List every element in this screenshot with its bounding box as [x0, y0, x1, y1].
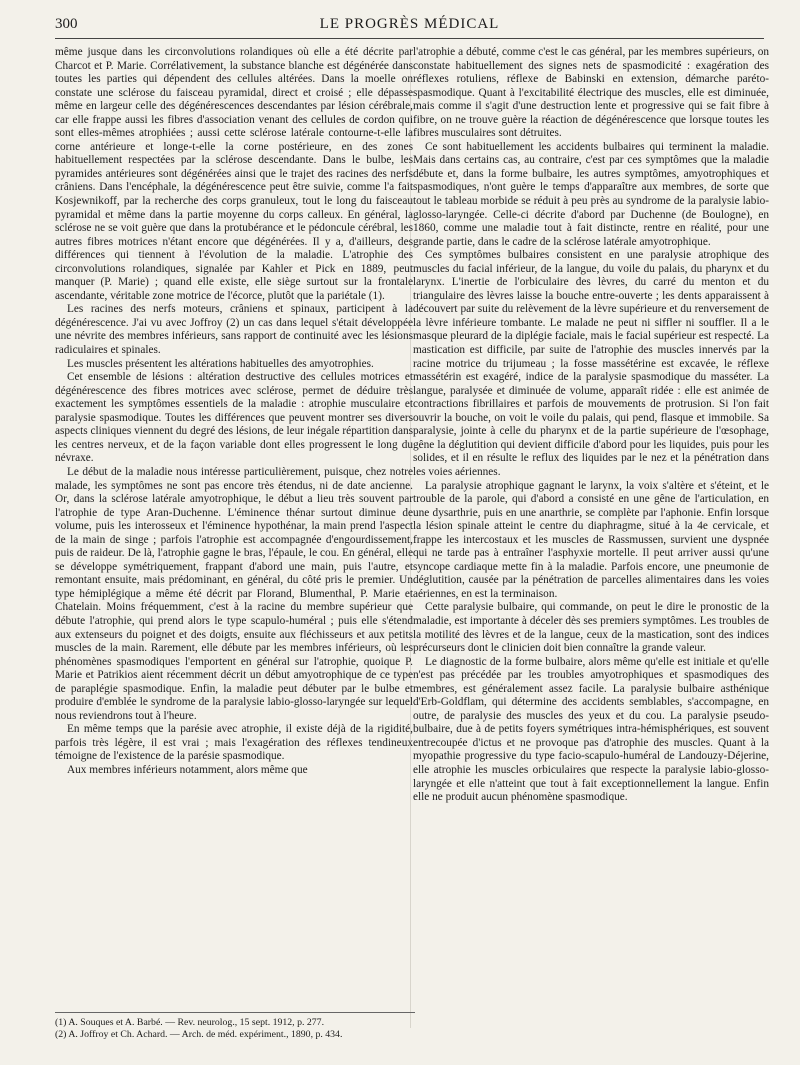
paragraph: Le début de la maladie nous intéresse particulièrement, puisque, chez notre malade, les symptômes ne sont pas encore très étendus, ni de date ancienne. Or, dans la sclérose latérale amyotrophique, le début a lieu très souvent par l'atrophie de type Aran-Duchenne. L'éminence thénar surtout diminue de volume, puis les interosseux et l'éminence hypothénar, la main prend l'aspect de la main de singe ; parfois l'atrophie est accompagnée d'engourdissement, puis de raideur. De là, l'atrophie gagne le bras, l'épaule, le cou. En général, elle se développe symétriquement, frappant d'abord une main, puis l'autre, et remontant ensuite, mais prédominant, en général, du côté pris le premier. Un type hémiplégique a même été décrit par Florand, Blumenthal, P. Marie et Chatelain. Moins fréquemment, c'est à la racine du membre supérieur que débute l'atrophie, qui prend alors le type scapulo-huméral ; puis elle s'étend aux extenseurs du poignet et des doigts, ensuite aux fléchisseurs et aux petits muscles de la main. Rarement, elle débute par les membres inférieurs, où les phénomènes spasmodiques l'emportent en général sur l'atrophie, quoique P. Marie et Patrikios aient récemment décrit un début amyotrophique de ce type de paraplégie spasmodique. Enfin, la maladie peut débuter par le bulbe et produire d'emblée le syndrome de la paralysie labio-glosso-laryngée sur lequel nous reviendrons tout à l'heure. [55, 465, 413, 722]
paragraph: La paralysie atrophique gagnant le larynx, la voix s'altère et s'éteint, et le trouble de la parole, qui d'abord a consisté en une gêne de l'articulation, en une dysarthrie, puis en une anarthrie, se complète par l'aphonie. Enfin lorsque la lésion spinale atteint le centre du diaphragme, situé à la 4e cervicale, et frappe les intercostaux et les muscles de Rassmussen, survient une dyspnée qui ne tarde pas à entraîner l'asphyxie mortelle. Il peut arriver aussi qu'une syncope cardiaque mette fin à la maladie. Parfois encore, une pneumonie de déglutition, causée par la pénétration de parcelles alimentaires dans les voies aériennes, en est la terminaison. [413, 479, 769, 600]
page-number: 300 [55, 16, 78, 32]
page-header [55, 14, 764, 39]
paragraph: Aux membres inférieurs notamment, alors même que [67, 763, 308, 776]
paragraph: En même temps que la parésie avec atrophie, il existe déjà de la rigidité, parfois très légère, il est vrai ; mais l'exagération des réflexes tendineux témoigne de l'existence de la parésie spasmodique. [55, 723, 413, 763]
footnote: (2) A. Joffroy et Ch. Achard. — Arch. de méd. expériment., 1890, p. 434. [55, 1029, 343, 1040]
paragraph: Les racines des nerfs moteurs, crâniens et spinaux, participent à la dégénérescence. J'ai vu avec Joffroy (2) un cas dans lequel s'était développée une névrite des membres inférieurs, sans rapport de continuité avec les lésions radiculaires et spinales. [55, 303, 413, 357]
paragraph: Cette paralysie bulbaire, qui commande, on peut le dire le pronostic de la maladie, est importante à déceler dès ses premiers symptômes. Les troubles de la motilité des lèvres et de la langue, ceux de la mastication, sont des indices précurseurs dont le clinicien doit bien connaître la grande valeur. [413, 601, 769, 655]
paragraph: Ce sont habituellement les accidents bulbaires qui terminent la maladie. Mais dans certains cas, au contraire, c'est par ces symptômes que la maladie débute et, dans la forme bulbaire, les autres symptômes, amyotrophiques et spasmodiques, n'ont guère le temps d'apparaître aux membres, de sorte que tout le tableau morbide se réduit à peu près au syndrome de la paralysie labio-glosso-laryngée. Celle-ci décrite d'abord par Duchenne (de Boulogne), en 1860, comme une maladie tout à fait distincte, rentre en réalité, pour une grande partie, dans le cadre de la sclérose latérale amyotrophique. [413, 140, 769, 248]
paragraph: Les muscles présentent les altérations habituelles des amyotrophies. [67, 357, 374, 370]
paragraph: Ces symptômes bulbaires consistent en une paralysie atrophique des muscles du facial inférieur, de la langue, du voile du palais, du pharynx et du larynx. L'inertie de l'orbiculaire des lèvres, du carré du menton et du triangulaire des lèvres laisse la bouche entre-ouverte ; les dents apparaissent à découvert par suite du relèvement de la lèvre supérieure et du renversement de la lèvre inférieure tombante. Le malade ne peut ni siffler ni souffler. Il a le masque pleurard de la diplégie faciale, mais le facial supérieur est respecté. La mastication est difficile, par suite de l'atrophie des muscles innervés par la racine motrice du trijumeau ; la fosse massétérine est excavée, le réflexe massétérin est exagéré, indice de la paralysie spasmodique du masséter. La langue, paralysée et diminuée de volume, apparaît ridée : elle est animée de contractions fibrillaires et parfois de mouvements de protrusion. Si l'on fait ouvrir la bouche, on voit le voile du palais, qui pend, flasque et immobile. Sa paralysie, jointe à celle du pharynx et de la partie supérieure de l'œsophage, gêne la déglutition qui devient difficile d'abord pour les liquides, puis pour les solides, et il en résulte le reflux des liquides par le nez et la pénétration dans les voies aériennes. [413, 249, 769, 478]
right-column [413, 46, 769, 805]
paragraph: même jusque dans les circonvolutions rolandiques où elle a été décrite par Charcot et P. Marie. Corrélativement, la substance blanche est dégénérée dans toutes les parties qui dépendent des cellules altérées. Dans la moelle on constate une sclérose du faisceau pyramidal, direct et croisé ; elle dépasse même en largeur celle des dégénérescences descendantes par lésion cérébrale, car elle frappe aussi les fibres d'association venant des cellules de cordon qui sont elles-mêmes atrophiées ; aussi cette sclérose latérale contourne-t-elle la corne antérieure et longe-t-elle la corne postérieure, en des zones habituellement respectées par la sclérose descendante. Dans le bulbe, les pyramides antérieures sont dégénérées ainsi que le trajet des racines des nerfs crâniens. Dans l'encéphale, la dégénérescence peut être suivie, comme l'a fait Kosjewnikoff, par la recherche des corps granuleux, tout le long du faisceau pyramidal et même dans la partie moyenne du corps calleux. En général, la sclérose ne se voit guère que dans la protubérance et le pédoncule cérébral, les autres fibres motrices n'étant encore que dégénérées. Il y a, d'ailleurs, des différences qui tiennent à l'évolution de la maladie. L'atrophie des circonvolutions rolandiques, signalée par Kahler et Pick en 1889, peut manquer (P. Marie) ; quand elle existe, elle siège surtout sur la frontale ascendante, véritable zone motrice de l'écorce, plutôt que la pariétale (1). [55, 46, 413, 302]
paragraph: Le diagnostic de la forme bulbaire, alors même qu'elle est initiale et qu'elle n'est pas précédée par les troubles amyotrophiques et spasmodiques des membres, est généralement assez facile. La paralysie bulbaire asthénique d'Erb-Goldflam, qui détermine des accidents semblables, s'accompagne, en outre, de paralysie des muscles des yeux et du cou. La paralysie pseudo-bulbaire, due à de petits foyers symétriques intra-hémisphériques, est souvent entrecoupée d'ictus et ne provoque pas d'atrophie des muscles. Quant à la myopathie progressive du type facio-scapulo-huméral de Landouzy-Déjerine, elle atrophie les muscles orbiculaires que respecte la paralysie labio-glosso-laryngée et elle n'atteint que tout à fait exceptionnellement la langue. Enfin elle ne produit aucun phénomène spasmodique. [413, 655, 769, 804]
footnotes [55, 1012, 415, 1041]
left-column [55, 46, 413, 778]
journal-title: LE PROGRÈS MÉDICAL [319, 16, 500, 32]
footnote: (1) A. Souques et A. Barbé. — Rev. neurolog., 15 sept. 1912, p. 277. [55, 1017, 325, 1028]
paragraph: Cet ensemble de lésions : altération destructive des cellules motrices et dégénérescence des fibres motrices avec sclérose, permet de déduire très exactement les symptômes essentiels de la maladie : atrophie musculaire et paralysie spasmodique. Toutes les différences que peuvent montrer ses divers aspects cliniques viennent du degré des lésions, de leur inégale répartition dans les centres nerveux, et de la façon variable dont elles progressent le long du névraxe. [55, 371, 413, 465]
paragraph: l'atrophie a débuté, comme c'est le cas général, par les membres supérieurs, on constate habituellement des signes nets de spasmodicité : exagération des réflexes rotuliens, réflexe de Babinski en extension, démarche paréto-spasmodique. Quant à l'excitabilité électrique des muscles, elle est diminuée, mais comme il s'agit d'une destruction lente et progressive qui se fait fibre à fibre, on ne trouve guère la réaction de dégénérescence que lorsque toutes les fibres musculaires sont détruites. [413, 46, 769, 140]
